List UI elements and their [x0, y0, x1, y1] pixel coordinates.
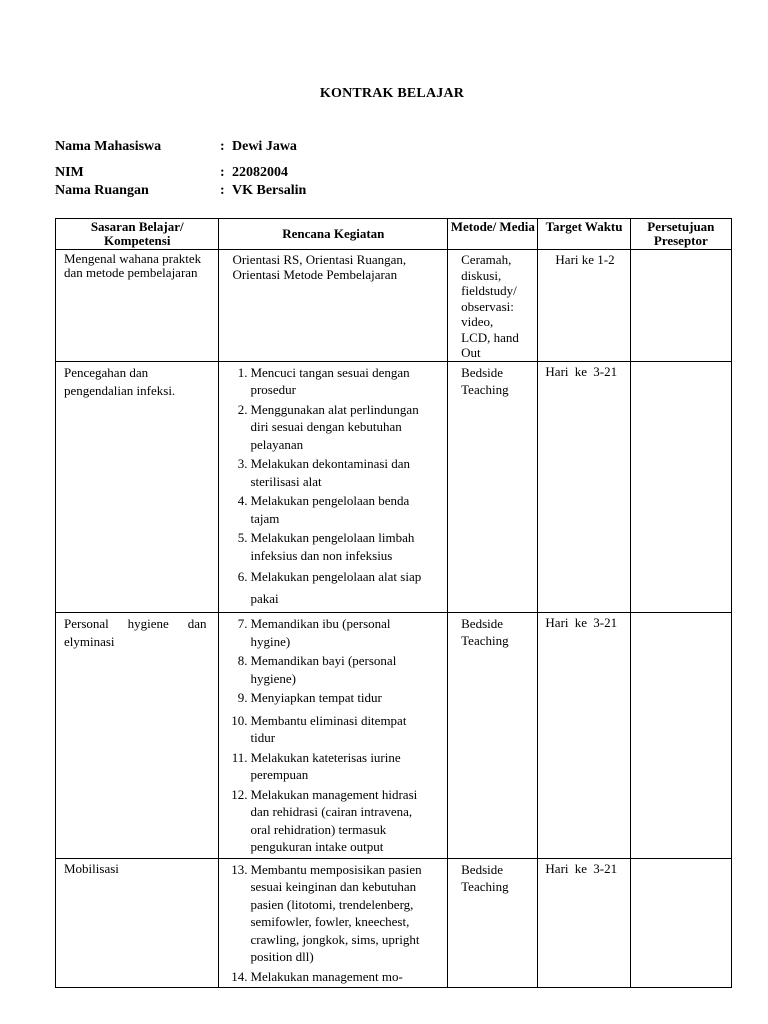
field-value: VK Bersalin — [232, 183, 307, 198]
table-row — [56, 250, 732, 362]
document-title: KONTRAK BELAJAR — [319, 86, 465, 101]
table-row — [56, 613, 732, 859]
list-item: 5. Melakukan pengelolaan limbah infeksius dan non infeksius — [237, 530, 415, 563]
field-nim — [55, 165, 288, 181]
list-item: 11. Melakukan kateterisas iurine perempuan — [231, 749, 401, 782]
list-item: 10. Membantu eliminasi ditempat tidur — [231, 712, 407, 745]
list-item: 9. Menyiapkan tempat tidur — [237, 690, 382, 705]
list-item: 3. Melakukan dekontaminasi dan sterilisasi alat — [237, 456, 411, 489]
list-item: 13. Membantu memposisikan pasien sesuai keinginan dan kebutuhan pasien (litotomi, trendelenberg, semifowler, fowler, kneechest, crawling, jongkok, sims, upright position dll) — [231, 861, 422, 964]
cell-metode: Bedside Teaching — [448, 361, 538, 613]
field-value: 22082004 — [232, 165, 288, 180]
list-item: 1. Mencuci tangan sesuai dengan prosedur — [237, 364, 410, 397]
list-item: 2. Menggunakan alat perlindungan diri sesuai dengan kebutuhan pelayanan — [237, 401, 419, 452]
field-separator: : — [220, 139, 225, 154]
header-target: Target Waktu — [538, 219, 630, 250]
table-row — [56, 361, 732, 613]
activity-list — [223, 861, 433, 986]
list-item: 8. Memandikan bayi (personal hygiene) — [237, 653, 397, 686]
field-separator: : — [220, 165, 225, 180]
header-rencana: Rencana Kegiatan — [219, 219, 448, 250]
list-item: 7. Memandikan ibu (personal hygine) — [237, 616, 391, 649]
cell-persetujuan — [630, 250, 731, 362]
field-value: Dewi Jawa — [232, 139, 297, 154]
cell-sasaran: Mengenal wahana praktek dan metode pembelajaran — [56, 250, 219, 362]
cell-rencana: Orientasi RS, Orientasi Ruangan, Orientasi Metode Pembelajaran — [219, 250, 448, 362]
cell-rencana — [219, 613, 448, 859]
cell-metode: Bedside Teaching — [448, 613, 538, 859]
field-separator: : — [220, 183, 225, 198]
cell-sasaran: Mobilisasi — [56, 858, 219, 988]
field-label: Nama Ruangan — [55, 183, 149, 198]
field-nama-ruangan — [55, 183, 306, 199]
cell-persetujuan — [630, 613, 731, 859]
field-nama-mahasiswa — [55, 139, 297, 155]
cell-metode: Bedside Teaching — [448, 858, 538, 988]
learning-contract-table — [55, 218, 732, 988]
cell-rencana — [219, 858, 448, 988]
field-label: NIM — [55, 165, 84, 180]
cell-metode: Ceramah, diskusi, fieldstudy/ observasi: video, LCD, hand Out — [448, 250, 538, 362]
cell-sasaran: Personal hygiene dan elyminasi — [56, 613, 219, 859]
cell-target: Hari ke 1-2 — [538, 250, 630, 362]
header-metode: Metode/ Media — [448, 219, 538, 250]
table-row — [56, 858, 732, 988]
list-item: 14. Melakukan management mo- — [231, 968, 403, 984]
activity-list — [223, 364, 433, 611]
activity-list — [223, 615, 433, 856]
cell-target: Hari ke 3-21 — [538, 613, 630, 859]
list-item: 12. Melakukan management hidrasi dan rehidrasi (cairan intravena, oral rehidration) termasuk pengukuran intake output — [231, 786, 418, 854]
cell-persetujuan — [630, 361, 731, 613]
header-sasaran: Sasaran Belajar/ Kompetensi — [56, 219, 219, 250]
list-item: 6. Melakukan pengelolaan alat siap pakai — [237, 569, 422, 606]
header-persetujuan: Persetujuan Preseptor — [630, 219, 731, 250]
cell-target: Hari ke 3-21 — [538, 361, 630, 613]
list-item: 4. Melakukan pengelolaan benda tajam — [237, 493, 410, 526]
table-header-row — [56, 219, 732, 250]
cell-persetujuan — [630, 858, 731, 988]
field-label: Nama Mahasiswa — [55, 139, 162, 154]
cell-rencana — [219, 361, 448, 613]
cell-sasaran: Pencegahan dan pengendalian infeksi. — [56, 361, 219, 613]
cell-target: Hari ke 3-21 — [538, 858, 630, 988]
